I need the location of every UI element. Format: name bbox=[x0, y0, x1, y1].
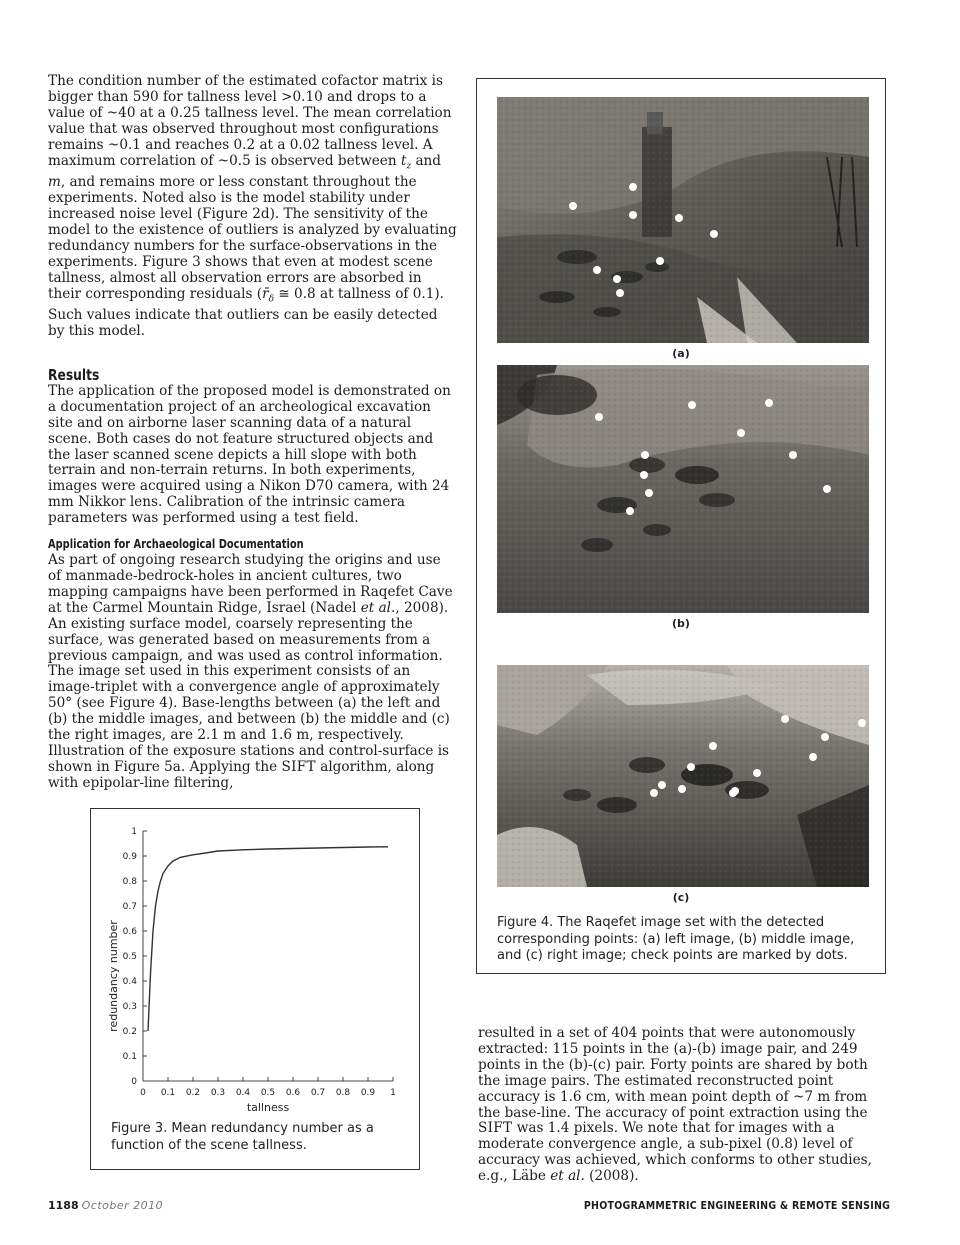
series-line-redundancy bbox=[148, 847, 388, 1031]
chart-axes bbox=[143, 831, 393, 1081]
figure-4-caption: Figure 4. The Raqefet image set with the detected corresponding points: (a) left image, (b) middle image, and (c) right image; check points are marked by dots. bbox=[497, 915, 855, 963]
y-tick-label: 0.8 bbox=[122, 877, 137, 887]
issue-date: October 2010 bbox=[81, 1199, 164, 1212]
panel-label-a: (a) bbox=[672, 347, 690, 360]
x-axis-label: tallness bbox=[246, 1101, 290, 1114]
x-tick-label: 0.9 bbox=[360, 1088, 376, 1098]
x-tick-label: 0.4 bbox=[235, 1088, 251, 1098]
paragraph-results-intro: The application of the proposed model is demonstrated on a documentation project of an archeological excavation site and on airborne laser scanning data of a natural scene. Both cases do not feature structured objects and the laser scanned scene depicts a hill slope with both terrain and non-terrain returns. In both experiments, images were acquired using a Nikon D70 camera, with 24 mm Nikkor lens. Calibration of the intrinsic camera parameters was performed using a test field. bbox=[48, 382, 451, 527]
photo-c-right-image bbox=[497, 665, 869, 887]
section-heading-results: Results bbox=[48, 365, 100, 384]
y-axis-label: redundancy number bbox=[107, 920, 120, 1032]
x-tick-label: 0.3 bbox=[210, 1088, 226, 1098]
y-tick-label: 0.3 bbox=[122, 1002, 137, 1012]
redundancy-chart bbox=[103, 823, 409, 1119]
y-tick-label: 0.6 bbox=[122, 927, 137, 937]
y-tick-label: 0.4 bbox=[122, 977, 137, 987]
page-footer bbox=[48, 1199, 890, 1217]
right-column-text bbox=[478, 1026, 890, 1185]
x-axis-ticks bbox=[140, 1077, 396, 1098]
x-tick-label: 0.5 bbox=[260, 1088, 276, 1098]
y-tick-label: 1 bbox=[131, 827, 137, 837]
y-tick-label: 0.2 bbox=[122, 1027, 137, 1037]
photo-b-middle-image bbox=[497, 365, 869, 613]
figure-3 bbox=[90, 808, 420, 1170]
photo-a-left-image bbox=[497, 97, 869, 343]
paragraph-point-extraction: resulted in a set of 404 points that were autonomously extracted: 115 points in the (a)-(b) image pair, and 249 points in the (b)-(c) pair. Forty points are shared by both the image pairs. The estimated reconstructed point accuracy is 1.6 cm, with mean point depth of ~7 m from the base-line. The accuracy of point extraction using the SIFT was 1.4 pixels. We note that for images with a moderate convergence angle, a sub-pixel (0.8) level of accuracy was achieved, which conforms to other studies, e.g., Läbe et al. (2008). bbox=[478, 1025, 872, 1185]
x-tick-label: 0.6 bbox=[285, 1088, 301, 1098]
y-tick-label: 0.1 bbox=[122, 1052, 137, 1062]
x-tick-label: 0.1 bbox=[160, 1088, 176, 1098]
journal-name: PHOTOGRAMMETRIC ENGINEERING & REMOTE SENSING bbox=[583, 1199, 890, 1212]
paragraph-model-stability: The condition number of the estimated cofactor matrix is bigger than 590 for tallness level >0.10 and drops to a value of ~40 at a 0.25 tallness level. The mean correlation value that was observed throughout most configurations remains ~0.1 and reaches 0.2 at a 0.02 tallness level. A maximum correlation of ~0.5 is observed between $t_z$ and m, and remains more or less constant throughout the experiments. Noted also is the model stability under increased noise level (Figure 2d). The sensitivity of the model to the existence of outliers is analyzed by evaluating redundancy numbers for the surface-observations in the experiments. Figure 3 shows that even at modest scene tallness, almost all observation errors are absorbed in their corresponding residuals ($r̄_\delta$ ≅ 0.8 at tallness of 0.1). Such values indicate that outliers can be easily detected by this model. bbox=[48, 73, 457, 340]
x-tick-label: 0 bbox=[140, 1088, 146, 1098]
panel-label-c: (c) bbox=[672, 891, 690, 904]
page-number: 1188 bbox=[48, 1199, 79, 1212]
x-tick-label: 0.8 bbox=[335, 1088, 351, 1098]
paragraph-archaeological: As part of ongoing research studying the origins and use of manmade-bedrock-holes in ancient cultures, two mapping campaigns have been performed in Raqefet Cave at the Carmel Mountain Ridge, Israel (Nadel et al., 2008). An existing surface model, coarsely representing the surface, was generated based on measurements from a previous campaign, and was used as control information. The image set used in this experiment consists of an image-triplet with a convergence angle of approximately 50° (see Figure 4). Base-lengths between (a) the left and (b) the middle images, and between (b) the middle and (c) the right images, are 2.1 m and 1.6 m, respectively. Illustration of the exposure stations and control-surface is shown in Figure 5a. Applying the SIFT algorithm, along with epipolar-line filtering, bbox=[48, 552, 453, 791]
y-tick-label: 0.5 bbox=[122, 952, 137, 962]
y-tick-label: 0.9 bbox=[122, 852, 137, 862]
figure-4 bbox=[476, 78, 886, 974]
x-tick-label: 1 bbox=[390, 1088, 396, 1098]
left-column bbox=[48, 74, 458, 792]
panel-label-b: (b) bbox=[672, 617, 690, 630]
x-tick-label: 0.7 bbox=[310, 1088, 326, 1098]
y-tick-label: 0 bbox=[131, 1077, 137, 1087]
subsection-heading-archaeological: Application for Archaeological Documentation bbox=[48, 537, 304, 552]
x-tick-label: 0.2 bbox=[185, 1088, 201, 1098]
figure-3-caption: Figure 3. Mean redundancy number as a function of the scene tallness. bbox=[111, 1121, 374, 1153]
y-tick-label: 0.7 bbox=[122, 902, 137, 912]
